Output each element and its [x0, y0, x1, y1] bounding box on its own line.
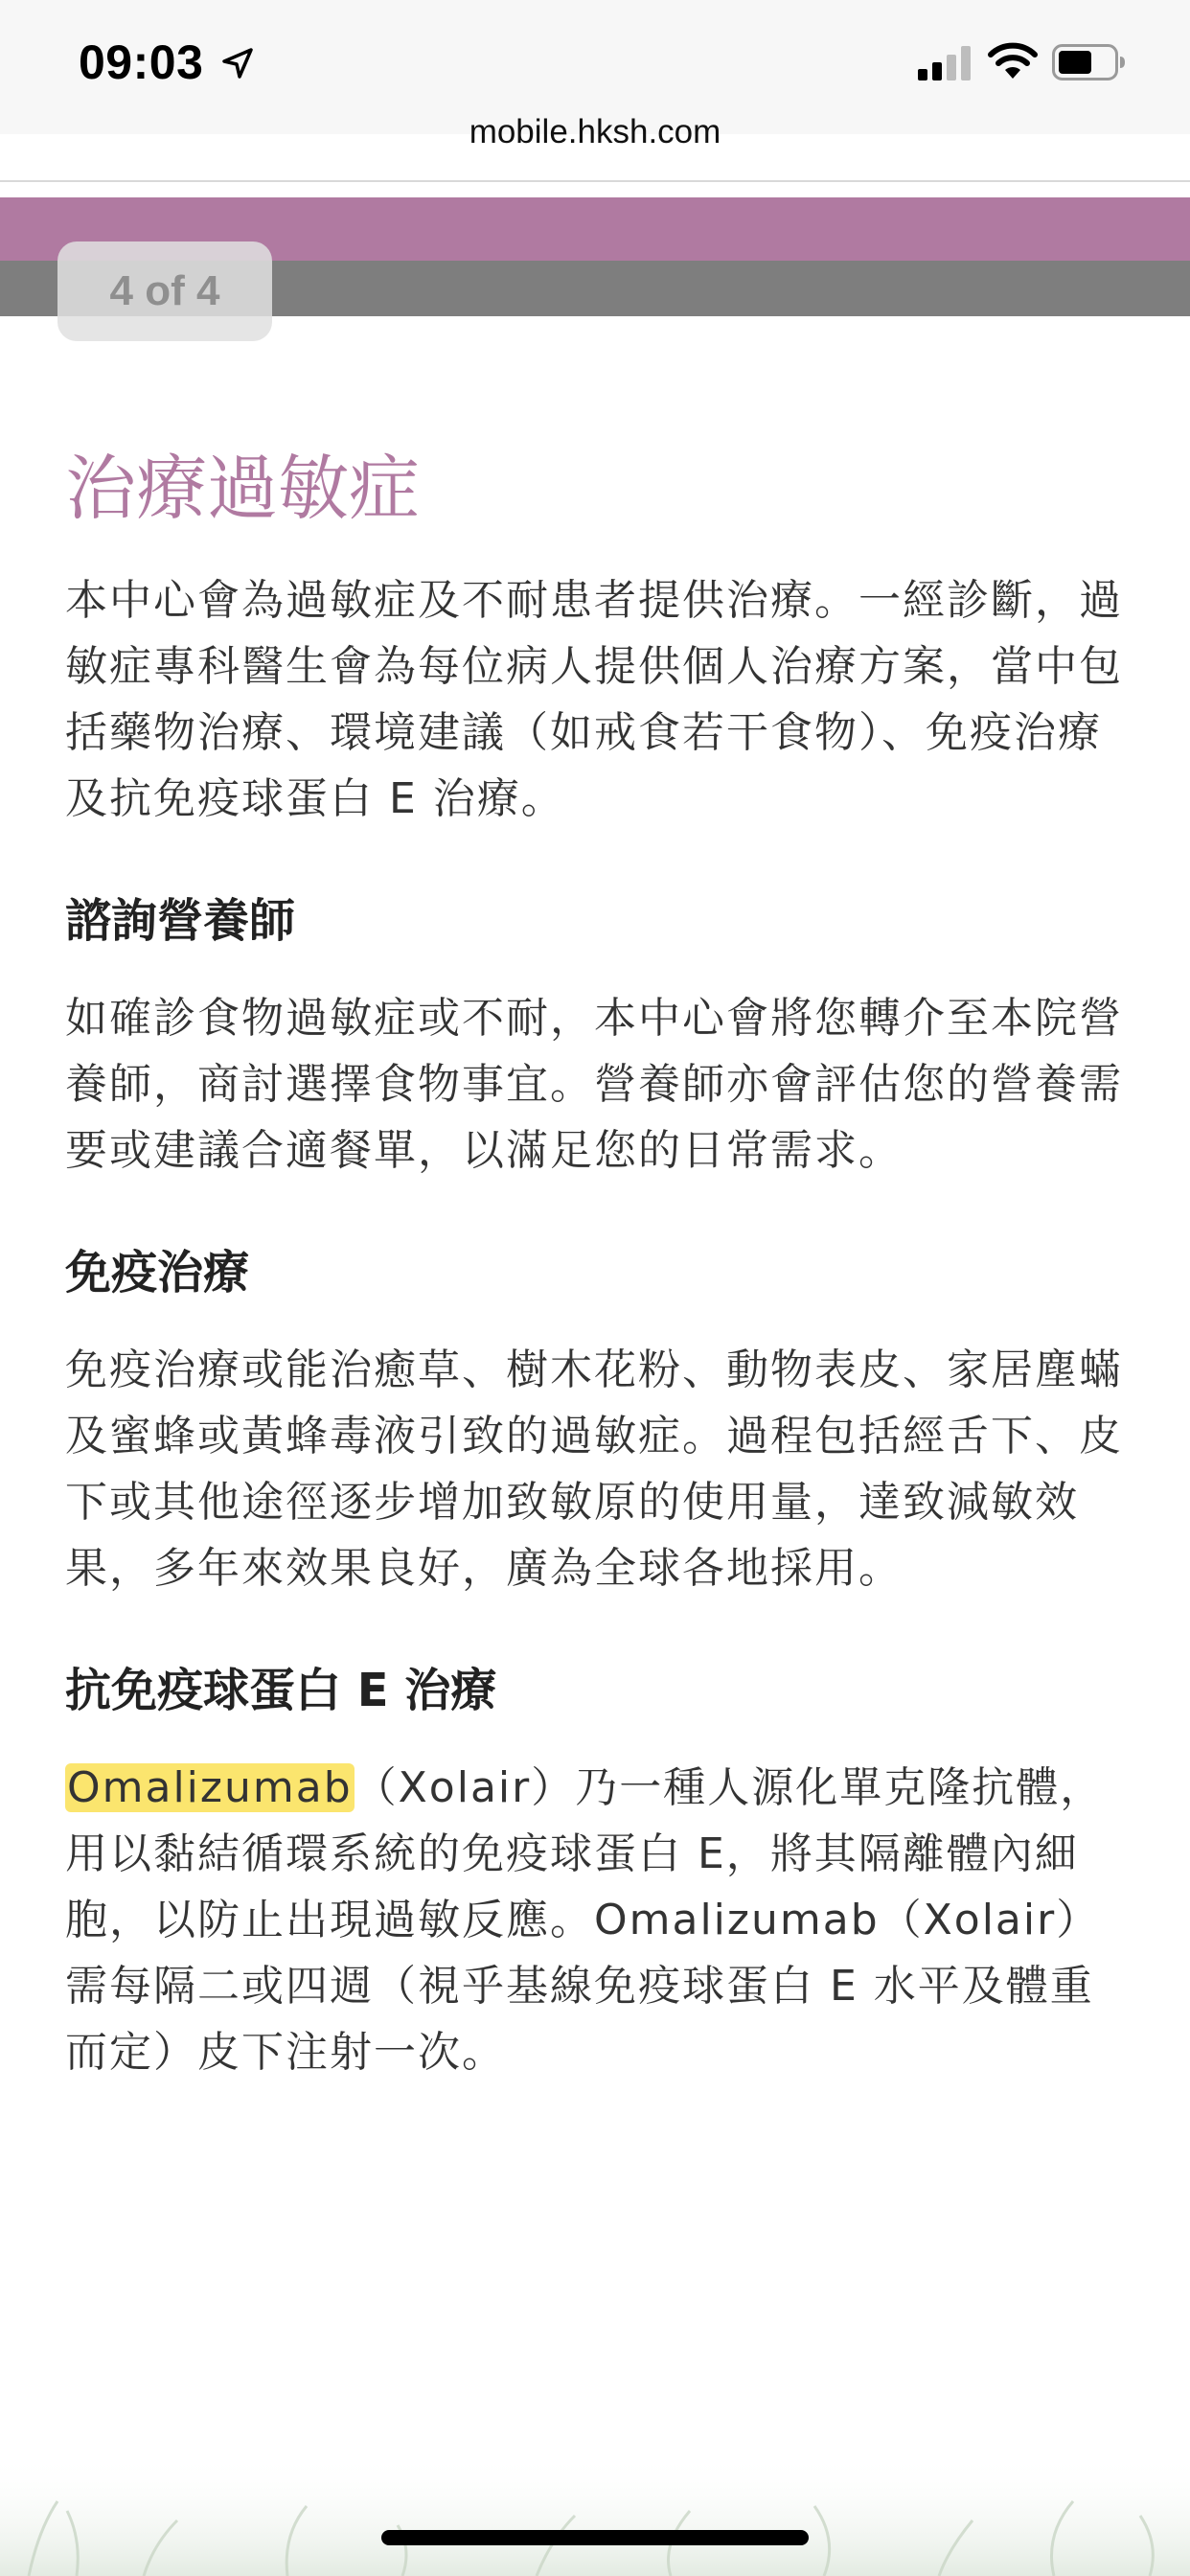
home-indicator[interactable]: [381, 2530, 809, 2545]
toolbar-divider: [0, 180, 1190, 182]
section-body-anti-ige: [65, 1755, 1127, 2085]
page-title: 治療過敏症: [65, 448, 420, 530]
location-arrow-icon: [222, 48, 253, 79]
section-heading-immunotherapy: 免疫治療: [65, 1246, 250, 1300]
wifi-icon: [987, 42, 1039, 80]
section-heading-anti-ige: 抗免疫球蛋白 E 治療: [65, 1664, 497, 1717]
section-body-dietitian: 如確診食物過敏症或不耐，本中心會將您轉介至本院營養師，商討選擇食物事宜。營養師亦會評估您的營養需要或建議合適餐單，以滿足您的日常需求。: [65, 994, 1123, 1175]
article: [65, 431, 1127, 2085]
section-heading-dietitian: 諮詢營養師: [65, 894, 296, 948]
section-body-immunotherapy: 免疫治療或能治癒草、樹木花粉、動物表皮、家居塵蟎及蜜蜂或黃蜂毒液引致的過敏症。過程包括經舌下、皮下或其他途徑逐步增加致敏原的使用量，達致減敏效果，多年來效果良好，廣為全球各地採用。: [65, 1346, 1123, 1593]
status-time: 09:03: [79, 35, 204, 89]
status-bar: [0, 0, 1190, 150]
url-bar[interactable]: mobile.hksh.com: [469, 113, 721, 150]
intro-paragraph: 本中心會為過敏症及不耐患者提供治療。一經診斷，過敏症專科醫生會為每位病人提供個人治療方案，當中包括藥物治療、環境建議（如戒食若干食物）、免疫治療及抗免疫球蛋白 E 治療。: [65, 576, 1123, 823]
search-highlight: Omalizumab: [67, 1763, 353, 1812]
section-body-anti-ige-text: （Xolair）乃一種人源化單克隆抗體，用以黏結循環系統的免疫球蛋白 E，將其隔離體內細胞，以防止出現過敏反應。Omalizumab（Xolair）需每隔二或四週（視乎基線免疫球蛋白 E 水平及體重而定）皮下注射一次。: [65, 1763, 1105, 2077]
grass-decoration: [0, 2453, 1190, 2576]
page-indicator: 4 of 4: [57, 242, 272, 341]
battery-icon: [1052, 44, 1127, 80]
cellular-signal-icon: [918, 46, 972, 80]
